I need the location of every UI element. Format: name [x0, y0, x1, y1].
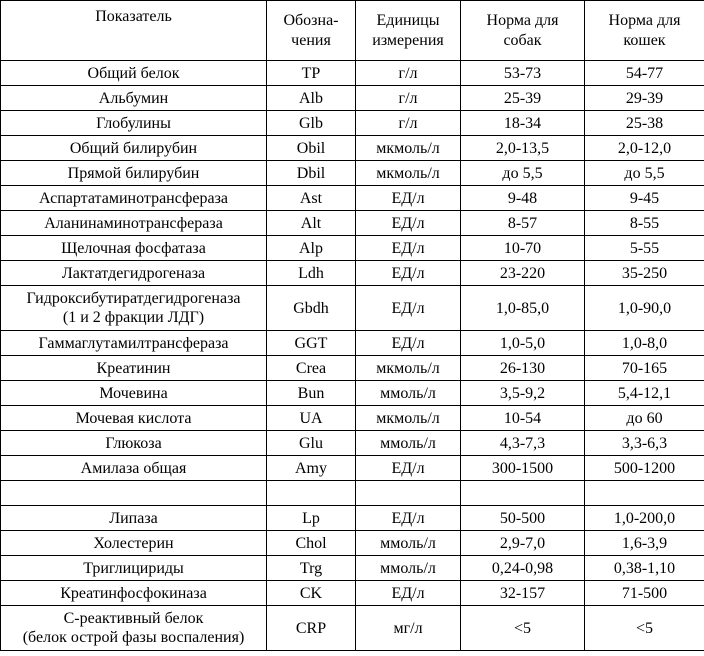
symbol-cell: Alp	[267, 236, 356, 261]
symbol-cell: Glb	[267, 111, 356, 136]
cats-norm-cell: до 60	[585, 406, 704, 431]
dogs-norm-cell: 300-1500	[461, 456, 585, 481]
dogs-norm-cell: 1,0-85,0	[461, 286, 585, 331]
dogs-norm-cell: 10-54	[461, 406, 585, 431]
unit-cell: мг/л	[356, 606, 461, 651]
unit-cell: г/л	[356, 111, 461, 136]
table-row	[1, 581, 704, 606]
indicator-cell: Прямой билирубин	[1, 161, 267, 186]
table-row	[1, 406, 704, 431]
dogs-norm-cell: 9-48	[461, 186, 585, 211]
table-row	[1, 86, 704, 111]
table-row	[1, 431, 704, 456]
cats-norm-cell: 25-38	[585, 111, 704, 136]
header-dogs-line2: собак	[503, 31, 542, 49]
unit-cell: мкмоль/л	[356, 356, 461, 381]
dogs-norm-cell: 3,5-9,2	[461, 381, 585, 406]
indicator-cell: Амилаза общая	[1, 456, 267, 481]
table-row	[1, 556, 704, 581]
unit-cell: мкмоль/л	[356, 406, 461, 431]
header-symbol-line1: Обозна-	[283, 11, 339, 29]
indicator-cell	[1, 606, 267, 651]
table-row	[1, 381, 704, 406]
indicator-cell: Креатинфосфокиназа	[1, 581, 267, 606]
unit-cell: ЕД/л	[356, 236, 461, 261]
indicator-cell: Креатинин	[1, 356, 267, 381]
dogs-norm-cell: 50-500	[461, 506, 585, 531]
cats-norm-cell: 1,6-3,9	[585, 531, 704, 556]
symbol-cell	[267, 481, 356, 506]
unit-cell: ммоль/л	[356, 431, 461, 456]
table-row	[1, 606, 704, 651]
cats-norm-cell: 500-1200	[585, 456, 704, 481]
unit-cell: ЕД/л	[356, 286, 461, 331]
unit-cell: ЕД/л	[356, 211, 461, 236]
cats-norm-cell: 8-55	[585, 211, 704, 236]
table-row	[1, 136, 704, 161]
indicator-cell: Аспартатаминотрансфераза	[1, 186, 267, 211]
cats-norm-cell: 71-500	[585, 581, 704, 606]
header-units	[356, 1, 461, 61]
indicator-line2: (белок острой фазы воспаления)	[22, 629, 245, 646]
table-row	[1, 111, 704, 136]
header-cats	[585, 1, 704, 61]
cats-norm-cell: 1,0-8,0	[585, 331, 704, 356]
indicator-cell	[1, 286, 267, 331]
header-dogs	[461, 1, 585, 61]
indicator-cell: Альбумин	[1, 86, 267, 111]
unit-cell	[356, 481, 461, 506]
header-row	[1, 1, 704, 61]
header-symbol-line2: чения	[291, 31, 331, 49]
cats-norm-cell: 1,0-90,0	[585, 286, 704, 331]
empty-row	[1, 481, 704, 506]
dogs-norm-cell: 53-73	[461, 61, 585, 86]
indicator-cell: Холестерин	[1, 531, 267, 556]
table-row	[1, 286, 704, 331]
table-row	[1, 61, 704, 86]
table-row	[1, 506, 704, 531]
cats-norm-cell: до 5,5	[585, 161, 704, 186]
indicator-cell: Гаммаглутамилтрансфераза	[1, 331, 267, 356]
dogs-norm-cell: до 5,5	[461, 161, 585, 186]
cats-norm-cell: 1,0-200,0	[585, 506, 704, 531]
unit-cell: ммоль/л	[356, 381, 461, 406]
symbol-cell: Trg	[267, 556, 356, 581]
unit-cell: ммоль/л	[356, 531, 461, 556]
unit-cell: ЕД/л	[356, 456, 461, 481]
indicator-cell	[1, 481, 267, 506]
cats-norm-cell: 54-77	[585, 61, 704, 86]
unit-cell: мкмоль/л	[356, 136, 461, 161]
header-units-line2: измерения	[372, 31, 444, 49]
symbol-cell: Ast	[267, 186, 356, 211]
dogs-norm-cell: 10-70	[461, 236, 585, 261]
cats-norm-cell	[585, 481, 704, 506]
cats-norm-cell: <5	[585, 606, 704, 651]
dogs-norm-cell	[461, 481, 585, 506]
symbol-cell: Lp	[267, 506, 356, 531]
indicator-line1: Гидроксибутиратдегидрогеназа	[26, 290, 241, 307]
dogs-norm-cell: <5	[461, 606, 585, 651]
indicator-cell: Лактатдегидрогеназа	[1, 261, 267, 286]
symbol-cell: CRP	[267, 606, 356, 651]
dogs-norm-cell: 8-57	[461, 211, 585, 236]
cats-norm-cell: 35-250	[585, 261, 704, 286]
dogs-norm-cell: 4,3-7,3	[461, 431, 585, 456]
dogs-norm-cell: 18-34	[461, 111, 585, 136]
table-row	[1, 331, 704, 356]
symbol-cell: UA	[267, 406, 356, 431]
cats-norm-cell: 3,3-6,3	[585, 431, 704, 456]
dogs-norm-cell: 1,0-5,0	[461, 331, 585, 356]
table-row	[1, 236, 704, 261]
symbol-cell: Glu	[267, 431, 356, 456]
indicator-cell: Общий белок	[1, 61, 267, 86]
symbol-cell: Alb	[267, 86, 356, 111]
dogs-norm-cell: 2,0-13,5	[461, 136, 585, 161]
indicator-cell: Глобулины	[1, 111, 267, 136]
cats-norm-cell: 5,4-12,1	[585, 381, 704, 406]
indicator-cell: Триглицириды	[1, 556, 267, 581]
table-row	[1, 456, 704, 481]
header-indicator-label: Показатель	[95, 8, 172, 25]
dogs-norm-cell: 25-39	[461, 86, 585, 111]
symbol-cell: GGT	[267, 331, 356, 356]
cats-norm-cell: 29-39	[585, 86, 704, 111]
indicator-cell: Мочевина	[1, 381, 267, 406]
indicator-cell: Аланинаминотрансфераза	[1, 211, 267, 236]
symbol-cell: Bun	[267, 381, 356, 406]
symbol-cell: Chol	[267, 531, 356, 556]
indicator-line2: (1 и 2 фракции ЛДГ)	[62, 309, 205, 326]
header-dogs-line1: Норма для	[486, 11, 559, 29]
cats-norm-cell: 9-45	[585, 186, 704, 211]
table-row	[1, 211, 704, 236]
symbol-cell: Dbil	[267, 161, 356, 186]
symbol-cell: TP	[267, 61, 356, 86]
header-indicator	[1, 1, 267, 61]
unit-cell: ЕД/л	[356, 581, 461, 606]
dogs-norm-cell: 32-157	[461, 581, 585, 606]
symbol-cell: Obil	[267, 136, 356, 161]
unit-cell: ЕД/л	[356, 331, 461, 356]
indicator-cell: Липаза	[1, 506, 267, 531]
cats-norm-cell: 0,38-1,10	[585, 556, 704, 581]
header-cats-line2: кошек	[623, 31, 666, 49]
symbol-cell: Gbdh	[267, 286, 356, 331]
symbol-cell: Alt	[267, 211, 356, 236]
unit-cell: ЕД/л	[356, 261, 461, 286]
unit-cell: ммоль/л	[356, 556, 461, 581]
indicator-cell: Глюкоза	[1, 431, 267, 456]
dogs-norm-cell: 2,9-7,0	[461, 531, 585, 556]
indicator-cell: Щелочная фосфатаза	[1, 236, 267, 261]
header-symbol	[267, 1, 356, 61]
table-row	[1, 356, 704, 381]
unit-cell: мкмоль/л	[356, 161, 461, 186]
dogs-norm-cell: 0,24-0,98	[461, 556, 585, 581]
unit-cell: ЕД/л	[356, 186, 461, 211]
unit-cell: ЕД/л	[356, 506, 461, 531]
unit-cell: г/л	[356, 61, 461, 86]
indicator-cell: Мочевая кислота	[1, 406, 267, 431]
unit-cell: г/л	[356, 86, 461, 111]
table-row	[1, 161, 704, 186]
dogs-norm-cell: 26-130	[461, 356, 585, 381]
symbol-cell: CK	[267, 581, 356, 606]
cats-norm-cell: 70-165	[585, 356, 704, 381]
table-row	[1, 531, 704, 556]
table-row	[1, 261, 704, 286]
cats-norm-cell: 5-55	[585, 236, 704, 261]
table-row	[1, 186, 704, 211]
indicator-cell: Общий билирубин	[1, 136, 267, 161]
cats-norm-cell: 2,0-12,0	[585, 136, 704, 161]
header-units-line1: Единицы	[376, 11, 440, 29]
dogs-norm-cell: 23-220	[461, 261, 585, 286]
symbol-cell: Amy	[267, 456, 356, 481]
header-cats-line1: Норма для	[608, 11, 681, 29]
indicator-line1: С-реактивный белок	[63, 610, 204, 627]
symbol-cell: Crea	[267, 356, 356, 381]
symbol-cell: Ldh	[267, 261, 356, 286]
